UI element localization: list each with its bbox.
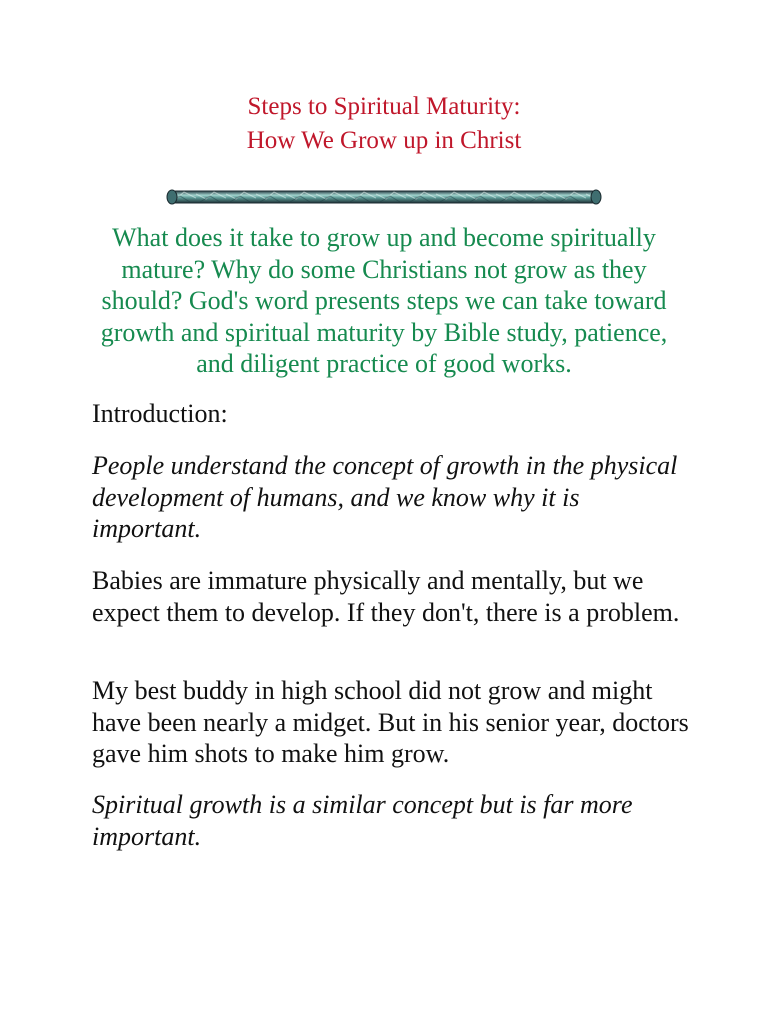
title-line-2: How We Grow up in Christ <box>246 127 522 154</box>
divider-end-left <box>167 190 177 204</box>
paragraph-physical-growth: People understand the concept of growth in the physical development of humans, and we know why it is important. <box>92 451 678 543</box>
divider-end-right <box>591 190 601 204</box>
document-title <box>0 90 768 158</box>
introduction-heading: Introduction: <box>92 399 228 428</box>
summary-paragraph: What does it take to grow up and become spiritually mature? Why do some Christians not grow as they should? God's word presents steps we can take toward growth and spiritual maturity by Bible study, patience, and diligent practice of good works. <box>100 223 668 378</box>
title-line-1: Steps to Spiritual Maturity: <box>247 93 521 120</box>
decorative-divider-bar <box>166 186 602 208</box>
divider-bar-texture <box>170 191 598 203</box>
paragraph-babies: Babies are immature physically and mentally, but we expect them to develop. If they don't, there is a problem. <box>92 566 680 627</box>
paragraph-best-buddy: My best buddy in high school did not grow and might have been nearly a midget. But in his senior year, doctors gave him shots to make him grow. <box>92 676 689 768</box>
paragraph-spiritual-growth: Spiritual growth is a similar concept but is far more important. <box>92 790 633 851</box>
